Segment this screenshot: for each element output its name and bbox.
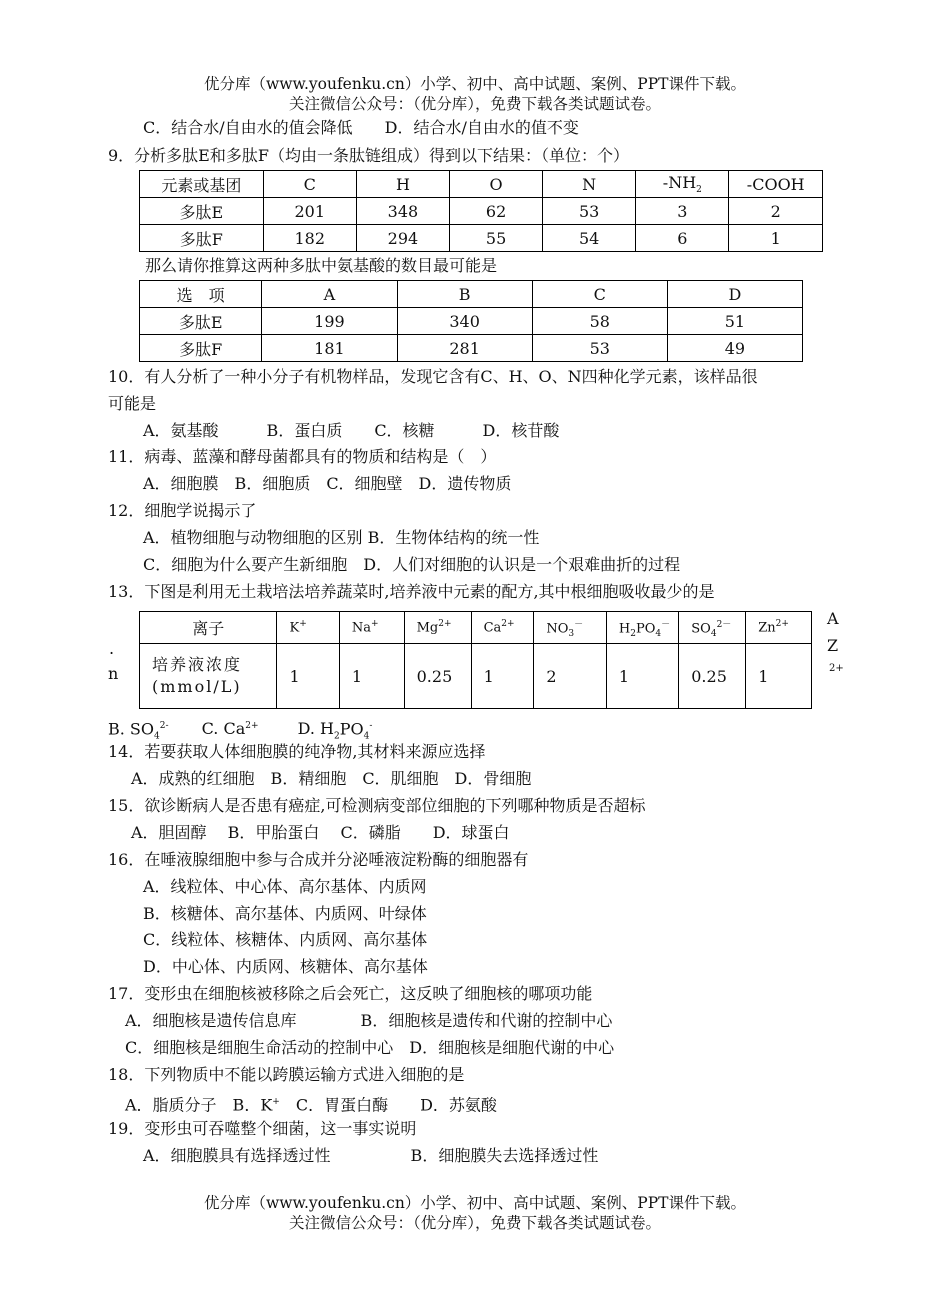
table-cell: 多肽F — [140, 225, 264, 252]
table-header-cell: D — [667, 281, 802, 308]
q19-options: A．细胞膜具有选择透过性 B．细胞膜失去选择透过性 — [143, 1146, 599, 1165]
q13-options: B. $SO_4^{2-}$ C. $Ca^{2+}$ D. $H_2PO_4^-$ — [108, 719, 373, 742]
table-cell: 1 — [277, 644, 339, 709]
q15-options: A．胆固醇 B．甲胎蛋白 C．磷脂 D．球蛋白 — [131, 823, 510, 842]
q17-options-ab: A．细胞核是遗传信息库 B．细胞核是遗传和代谢的控制中心 — [125, 1011, 613, 1030]
table-cell: 2 — [729, 198, 823, 225]
q15-stem: 15．欲诊断病人是否患有癌症,可检测病变部位细胞的下列哪种物质是否超标 — [108, 796, 646, 815]
q11-stem: 11．病毒、蓝藻和酵母菌都具有的物质和结构是（ ） — [108, 447, 497, 466]
table-cell: 多肽E — [140, 198, 264, 225]
table-cell: 1 — [606, 644, 678, 709]
table-cell: 294 — [356, 225, 449, 252]
table-header-cell: O — [450, 171, 543, 198]
table-header-cell: C — [532, 281, 667, 308]
table-header-cell: H — [356, 171, 449, 198]
q10-stem-line-1: 10．有人分析了一种小分子有机物样品，发现它含有C、H、O、N四种化学元素，该样品很 — [108, 367, 758, 386]
table-row — [140, 308, 803, 335]
ion-cell: $Zn^{2+}$ — [746, 612, 812, 644]
footer-line-2: 关注微信公众号：（优分库），免费下载各类试题试卷。 — [288, 1214, 661, 1232]
table-header-cell: B — [397, 281, 532, 308]
table-cell: 1 — [746, 644, 812, 709]
q12-options-cd: C．细胞为什么要产生新细胞 D．人们对细胞的认识是一个艰难曲折的过程 — [143, 555, 681, 574]
table-header-cell: N — [543, 171, 636, 198]
table-cell: 51 — [667, 308, 802, 335]
table-row — [140, 225, 823, 252]
q18-stem: 18．下列物质中不能以跨膜运输方式进入细胞的是 — [108, 1065, 465, 1084]
table-cell: 281 — [397, 335, 532, 362]
table-cell: 培养液浓度(mmol/L) — [140, 644, 277, 709]
table-cell: 54 — [543, 225, 636, 252]
table-cell: 55 — [450, 225, 543, 252]
table-cell: 53 — [543, 198, 636, 225]
q16-stem: 16．在唾液腺细胞中参与合成并分泌唾液淀粉酶的细胞器有 — [108, 850, 529, 869]
ion-cell: $NO_3^-$ — [534, 612, 607, 644]
q17-stem: 17．变形虫在细胞核被移除之后会死亡，这反映了细胞核的哪项功能 — [108, 984, 593, 1003]
table-row — [140, 198, 823, 225]
q13-stem: 13．下图是利用无土栽培法培养蔬菜时,培养液中元素的配方,其中根细胞吸收最少的是 — [108, 582, 715, 601]
q8-options-cd: C．结合水/自由水的值会降低 D．结合水/自由水的值不变 — [143, 118, 579, 137]
table-header-cell: C — [263, 171, 356, 198]
table-row — [140, 335, 803, 362]
table-cell: 0.25 — [679, 644, 746, 709]
ion-cell: $H_2PO_4^-$ — [606, 612, 678, 644]
q9-table-elements — [139, 170, 823, 252]
table-cell: 201 — [263, 198, 356, 225]
q16-option-d: D．中心体、内质网、核糖体、高尔基体 — [143, 957, 428, 976]
nh-label: -NH — [662, 172, 697, 192]
q16-option-b: B．核糖体、高尔基体、内质网、叶绿体 — [143, 904, 427, 923]
table-cell: 340 — [397, 308, 532, 335]
q17-options-cd: C．细胞核是细胞生命活动的控制中心 D．细胞核是细胞代谢的中心 — [125, 1038, 615, 1057]
table-cell: 3 — [636, 198, 729, 225]
q11-options: A．细胞膜 B．细胞质 C．细胞壁 D．遗传物质 — [143, 474, 512, 493]
table-cell: 多肽E — [140, 308, 262, 335]
ion-cell: $Mg^{2+}$ — [404, 612, 471, 644]
table-cell: 348 — [356, 198, 449, 225]
table-cell: 多肽F — [140, 335, 262, 362]
table-header-cell: A — [262, 281, 397, 308]
q10-options: A．氨基酸 B．蛋白质 C．核糖 D．核苷酸 — [143, 421, 560, 440]
q14-stem: 14．若要获取人体细胞膜的纯净物,其材料来源应选择 — [108, 742, 486, 761]
q13-table-ions — [139, 611, 812, 709]
table-cell: 2 — [534, 644, 607, 709]
table-header-cell: 元素或基团 — [140, 171, 264, 198]
q9-prompt: 那么请你推算这两种多肽中氨基酸的数目最可能是 — [145, 256, 498, 275]
q13-side-a: A — [827, 609, 839, 628]
table-header-cell: 选 项 — [140, 281, 262, 308]
table-cell: 1 — [471, 644, 534, 709]
q16-option-a: A．线粒体、中心体、高尔基体、内质网 — [143, 877, 427, 896]
footer-line-1: 优分库（www.youfenku.cn）小学、初中、高中试题、案例、PPT课件下载。 — [203, 1194, 747, 1212]
q10-stem-line-2: 可能是 — [108, 394, 157, 413]
table-cell: 1 — [729, 225, 823, 252]
nh-subscript: 2 — [696, 185, 702, 196]
q13-side-z: Z — [827, 636, 839, 655]
ion-cell: K+ — [277, 612, 339, 644]
ion-cell: Na+ — [339, 612, 404, 644]
q9-table-options — [139, 280, 803, 362]
ion-cell: $Ca^{2+}$ — [471, 612, 534, 644]
table-header-cell: -COOH — [729, 171, 823, 198]
q18-options: A．脂质分子 B．K+ C．胃蛋白酶 D．苏氨酸 — [125, 1095, 497, 1115]
table-cell: 181 — [262, 335, 397, 362]
table-cell: 0.25 — [404, 644, 471, 709]
ion-cell: $SO_4^{2-}$ — [679, 612, 746, 644]
q13-side-n: n — [108, 664, 119, 683]
header-line-2: 关注微信公众号：（优分库），免费下载各类试题试卷。 — [288, 95, 661, 113]
table-header-cell — [636, 171, 729, 198]
table-cell: 53 — [532, 335, 667, 362]
table-cell: 182 — [263, 225, 356, 252]
table-row — [140, 644, 812, 709]
q12-options-ab: A．植物细胞与动物细胞的区别 B．生物体结构的统一性 — [143, 528, 540, 547]
q14-options: A．成熟的红细胞 B．精细胞 C．肌细胞 D．骨细胞 — [131, 769, 532, 788]
header-line-1: 优分库（www.youfenku.cn）小学、初中、高中试题、案例、PPT课件下载。 — [203, 75, 747, 93]
table-header-cell: 离子 — [140, 612, 277, 644]
table-cell: 1 — [339, 644, 404, 709]
q12-stem: 12．细胞学说揭示了 — [108, 501, 257, 520]
table-cell: 62 — [450, 198, 543, 225]
q9-stem: 9．分析多肽E和多肽F（均由一条肽链组成）得到以下结果：（单位：个） — [108, 146, 629, 165]
q13-side-sup: 2+ — [829, 663, 844, 674]
q19-stem: 19．变形虫可吞噬整个细菌，这一事实说明 — [108, 1119, 417, 1138]
table-cell: 6 — [636, 225, 729, 252]
table-cell: 199 — [262, 308, 397, 335]
table-cell: 49 — [667, 335, 802, 362]
q16-option-c: C．线粒体、核糖体、内质网、高尔基体 — [143, 930, 428, 949]
q13-side-dot: . — [109, 639, 115, 658]
table-cell: 58 — [532, 308, 667, 335]
